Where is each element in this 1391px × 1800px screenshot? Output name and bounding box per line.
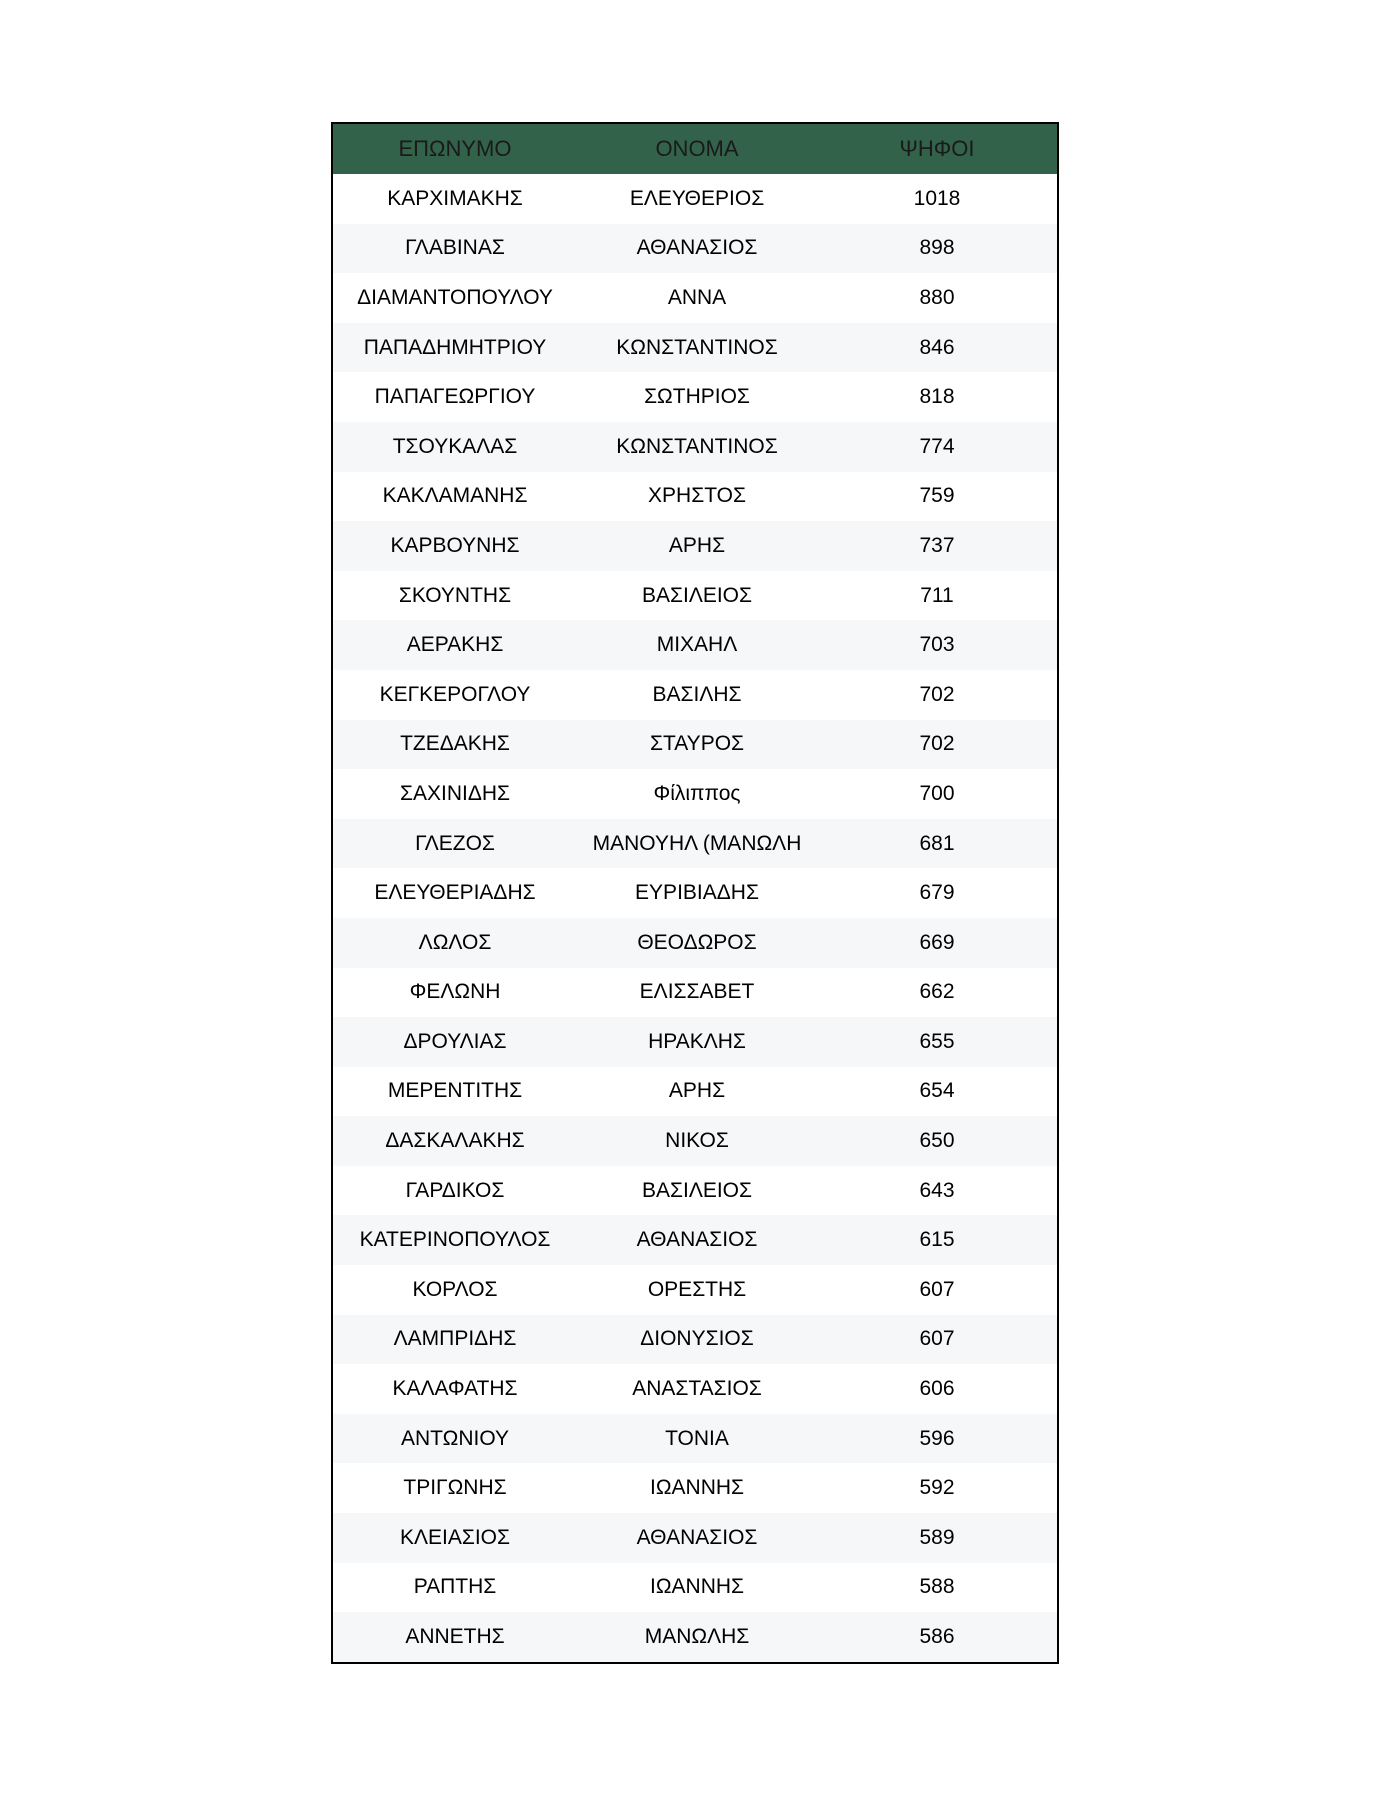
votes-cell: 759 [919,484,955,508]
name-cell: ΜΙΧΑΗΛ [656,633,738,657]
name-cell: ΑΘΑΝΑΣΙΟΣ [636,1228,758,1252]
votes-cell: 586 [919,1625,955,1649]
name-cell: ΜΑΝΩΛΗΣ [644,1625,750,1649]
surname-cell: ΔΙΑΜΑΝΤΟΠΟΥΛΟΥ [357,285,553,309]
table-row [333,224,1057,274]
surname-cell: ΔΑΣΚΑΛΑΚΗΣ [385,1129,525,1153]
table-row [333,1414,1057,1464]
surname-cell: ΤΡΙΓΩΝΗΣ [403,1476,507,1500]
name-cell: ΕΥΡΙΒΙΑΔΗΣ [635,881,759,905]
table-row [333,819,1057,869]
table-row [333,1563,1057,1613]
surname-cell: ΜΕΡΕΝΤΙΤΗΣ [387,1079,523,1103]
votes-cell: 711 [920,583,954,607]
votes-cell: 846 [919,335,955,359]
votes-cell: 669 [919,930,955,954]
table-row [333,1166,1057,1216]
table-row [333,769,1057,819]
name-cell: ΙΩΑΝΝΗΣ [649,1575,745,1599]
table-row [333,968,1057,1018]
votes-cell: 592 [919,1476,955,1500]
votes-cell: 737 [919,533,955,557]
column-header-surname: ΕΠΩΝΥΜΟ [398,136,512,161]
name-cell: ΜΑΝΟΥΗΛ (ΜΑΝΩΛΗ [592,831,802,855]
table-row [333,1513,1057,1563]
votes-cell: 818 [919,385,955,409]
votes-cell: 774 [919,434,955,458]
surname-cell: ΠΑΠΑΓΕΩΡΓΙΟΥ [374,385,536,409]
name-cell: ΘΕΟΔΩΡΟΣ [637,930,757,954]
table-row [333,720,1057,770]
table-row [333,422,1057,472]
surname-cell: ΑΝΤΩΝΙΟΥ [401,1426,509,1450]
results-table [331,122,1059,1664]
surname-cell: ΑΕΡΑΚΗΣ [406,633,504,657]
table-row [333,620,1057,670]
table-row [333,1612,1057,1662]
table-row [333,1116,1057,1166]
surname-cell: ΚΑΛΑΦΑΤΗΣ [392,1377,518,1401]
surname-cell: ΤΣΟΥΚΑΛΑΣ [392,434,518,458]
name-cell: ΟΡΕΣΤΗΣ [647,1277,747,1301]
votes-cell: 702 [919,732,955,756]
surname-cell: ΣΑΧΙΝΙΔΗΣ [399,781,510,805]
surname-cell: ΚΕΓΚΕΡΟΓΛΟΥ [379,682,531,706]
table-row [333,571,1057,621]
name-cell: ΚΩΝΣΤΑΝΤΙΝΟΣ [616,434,778,458]
name-cell: ΤΟΝΙΑ [665,1426,729,1450]
table-row [333,1463,1057,1513]
votes-cell: 702 [919,682,955,706]
votes-cell: 662 [919,980,955,1004]
name-cell: ΗΡΑΚΛΗΣ [648,1029,746,1053]
surname-cell: ΓΛΕΖΟΣ [415,831,495,855]
surname-cell: ΔΡΟΥΛΙΑΣ [403,1029,507,1053]
votes-cell: 606 [919,1377,955,1401]
table-row [333,372,1057,422]
votes-cell: 1018 [913,186,961,210]
name-cell: ΒΑΣΙΛΗΣ [652,682,742,706]
column-header-votes: ΨΗΦΟΙ [899,136,975,161]
table-row [333,670,1057,720]
surname-cell: ΣΚΟΥΝΤΗΣ [398,583,512,607]
votes-cell: 681 [919,831,955,855]
name-cell: ΑΝΝΑ [667,285,727,309]
name-cell: ΣΤΑΥΡΟΣ [649,732,745,756]
surname-cell: ΓΛΑΒΙΝΑΣ [405,236,505,260]
table-row [333,521,1057,571]
name-cell: ΙΩΑΝΝΗΣ [649,1476,745,1500]
surname-cell: ΚΑΡΧΙΜΑΚΗΣ [387,186,523,210]
votes-cell: 655 [919,1029,955,1053]
votes-cell: 643 [919,1178,955,1202]
votes-cell: 615 [919,1228,955,1252]
surname-cell: ΚΛΕΙΑΣΙΟΣ [399,1525,510,1549]
surname-cell: ΑΝΝΕΤΗΣ [405,1625,505,1649]
votes-cell: 703 [919,633,955,657]
votes-cell: 650 [919,1129,955,1153]
surname-cell: ΤΖΕΔΑΚΗΣ [400,732,510,756]
votes-cell: 588 [919,1575,955,1599]
votes-cell: 589 [919,1525,955,1549]
surname-cell: ΛΩΛΟΣ [418,930,492,954]
table-row [333,273,1057,323]
surname-cell: ΚΑΚΛΑΜΑΝΗΣ [382,484,528,508]
name-cell: ΑΘΑΝΑΣΙΟΣ [636,236,758,260]
table-row [333,472,1057,522]
votes-cell: 700 [919,781,955,805]
votes-cell: 654 [919,1079,955,1103]
name-cell: ΑΝΑΣΤΑΣΙΟΣ [632,1377,762,1401]
name-cell: ΝΙΚΟΣ [665,1129,729,1153]
table-row [333,868,1057,918]
votes-cell: 679 [919,881,955,905]
surname-cell: ΛΑΜΠΡΙΔΗΣ [393,1327,517,1351]
name-cell: ΔΙΟΝΥΣΙΟΣ [640,1327,754,1351]
name-cell: ΑΘΑΝΑΣΙΟΣ [636,1525,758,1549]
table-row [333,1265,1057,1315]
table-row [333,1215,1057,1265]
table-row [333,174,1057,224]
surname-cell: ΕΛΕΥΘΕΡΙΑΔΗΣ [374,881,536,905]
surname-cell: ΠΑΠΑΔΗΜΗΤΡΙΟΥ [363,335,547,359]
table-row [333,1017,1057,1067]
name-cell: ΒΑΣΙΛΕΙΟΣ [641,1178,752,1202]
surname-cell: ΚΑΤΕΡΙΝΟΠΟΥΛΟΣ [359,1228,551,1252]
table-row [333,1067,1057,1117]
name-cell: ΑΡΗΣ [668,533,726,557]
surname-cell: ΚΑΡΒΟΥΝΗΣ [390,533,520,557]
votes-cell: 880 [919,285,955,309]
votes-cell: 607 [919,1327,955,1351]
name-cell: ΚΩΝΣΤΑΝΤΙΝΟΣ [616,335,778,359]
surname-cell: ΚΟΡΛΟΣ [412,1277,498,1301]
votes-cell: 607 [919,1277,955,1301]
name-cell: Φίλιππος [653,781,741,805]
surname-cell: ΡΑΠΤΗΣ [413,1575,497,1599]
table-header [333,124,1057,174]
table-row [333,1364,1057,1414]
name-cell: ΣΩΤΗΡΙΟΣ [644,385,750,409]
votes-cell: 898 [919,236,955,260]
name-cell: ΕΛΕΥΘΕΡΙΟΣ [629,186,765,210]
table-row [333,918,1057,968]
name-cell: ΧΡΗΣΤΟΣ [648,484,746,508]
name-cell: ΕΛΙΣΣΑΒΕΤ [639,980,755,1004]
table-row [333,323,1057,373]
surname-cell: ΦΕΛΩΝΗ [409,980,501,1004]
name-cell: ΒΑΣΙΛΕΙΟΣ [641,583,752,607]
table-body [333,174,1057,1662]
column-header-name: ΟΝΟΜΑ [655,136,739,161]
name-cell: ΑΡΗΣ [668,1079,726,1103]
surname-cell: ΓΑΡΔΙΚΟΣ [405,1178,505,1202]
table-row [333,1315,1057,1365]
votes-cell: 596 [919,1426,955,1450]
